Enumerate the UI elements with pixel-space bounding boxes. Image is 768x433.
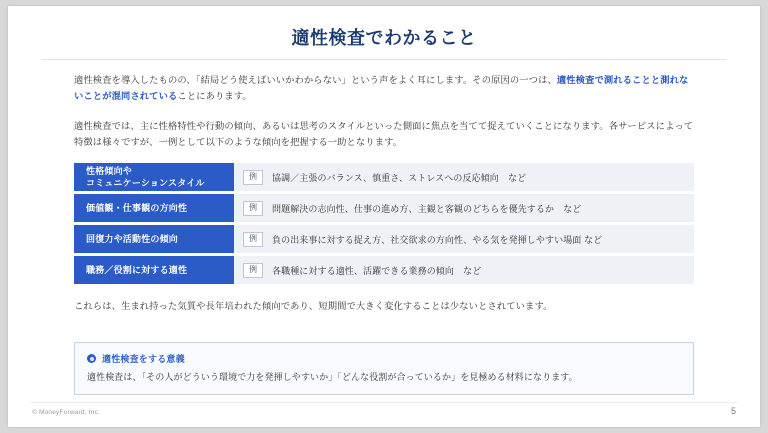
table-row-label bbox=[74, 163, 234, 191]
table-row-label bbox=[74, 225, 234, 253]
table-row-label bbox=[74, 194, 234, 222]
footer-copyright: © MoneyForward, Inc. bbox=[32, 409, 101, 416]
closing-paragraph: これらは、生まれ持った気質や長年培われた傾向であり、短期間で大きく変化することは少ないとされています。 bbox=[74, 301, 553, 312]
table-row-example: 協調／主張のバランス、慎重さ、ストレスへの反応傾向 など bbox=[272, 172, 527, 183]
slide-canvas bbox=[8, 6, 760, 427]
page-number: 5 bbox=[730, 406, 736, 416]
table-row-example: 負の出来事に対する捉え方、社交欲求の方向性、やる気を発揮しやすい場面 など bbox=[272, 234, 603, 245]
callout-header bbox=[87, 352, 681, 365]
table-row bbox=[74, 256, 694, 284]
traits-table bbox=[74, 163, 694, 284]
paragraph-1-part-3: ことにあります。 bbox=[177, 91, 252, 102]
example-chip: 例 bbox=[243, 201, 263, 216]
table-row-body bbox=[234, 225, 694, 253]
table-row bbox=[74, 225, 694, 253]
table-row-label-line-1: 回復力や活動性の傾向 bbox=[86, 233, 179, 244]
callout-title: 適性検査をする意義 bbox=[102, 354, 185, 364]
table-row-body bbox=[234, 194, 694, 222]
table-row-label-line-1: 職務／役割に対する適性 bbox=[86, 264, 188, 275]
footer-divider bbox=[30, 402, 738, 403]
example-chip: 例 bbox=[243, 263, 263, 278]
table-row bbox=[74, 163, 694, 191]
info-circle-icon bbox=[87, 354, 96, 363]
intro-paragraph-1 bbox=[74, 72, 696, 105]
table-row-label-line-1: 性格傾向や bbox=[86, 165, 133, 176]
slide-body bbox=[74, 72, 696, 312]
paragraph-1-part-1: 適性検査を導入したものの、「結局どう使えばいいかわからない」という声をよく耳にします。その原因の一つは、 bbox=[74, 75, 557, 85]
paragraph-1-highlight: 適性検査で測れることと測れないことが混同されている bbox=[74, 75, 689, 102]
intro-paragraph-2: 適性検査では、主に性格特性や行動の傾向、あるいは思考のスタイルといった側面に焦点を当てて捉えていくことになります。各サービスによって特徴は様々ですが、一例として以下のような傾向を把握する一助となります。 bbox=[74, 120, 694, 147]
example-chip: 例 bbox=[243, 232, 263, 247]
table-row-label bbox=[74, 256, 234, 284]
table-row bbox=[74, 194, 694, 222]
table-row-label-line-1: 価値観・仕事観の方向性 bbox=[86, 202, 188, 213]
callout-text: 適性検査は、「その人がどういう環境で力を発揮しやすいか」「どんな役割が合っているか」を見極める材料になります。 bbox=[87, 372, 578, 382]
example-chip: 例 bbox=[243, 170, 263, 185]
table-row-body bbox=[234, 256, 694, 284]
page-title: 適性検査でわかること bbox=[291, 28, 477, 48]
callout-box bbox=[74, 342, 694, 395]
table-row-example: 各職種に対する適性、活躍できる業務の傾向 など bbox=[272, 265, 482, 276]
table-row-label-line-2: コミュニケーションスタイル bbox=[86, 178, 205, 189]
table-row-body bbox=[234, 163, 694, 191]
title-divider bbox=[42, 59, 726, 60]
table-row-example: 問題解決の志向性、仕事の進め方、主観と客観のどちらを優先するか など bbox=[272, 203, 582, 214]
